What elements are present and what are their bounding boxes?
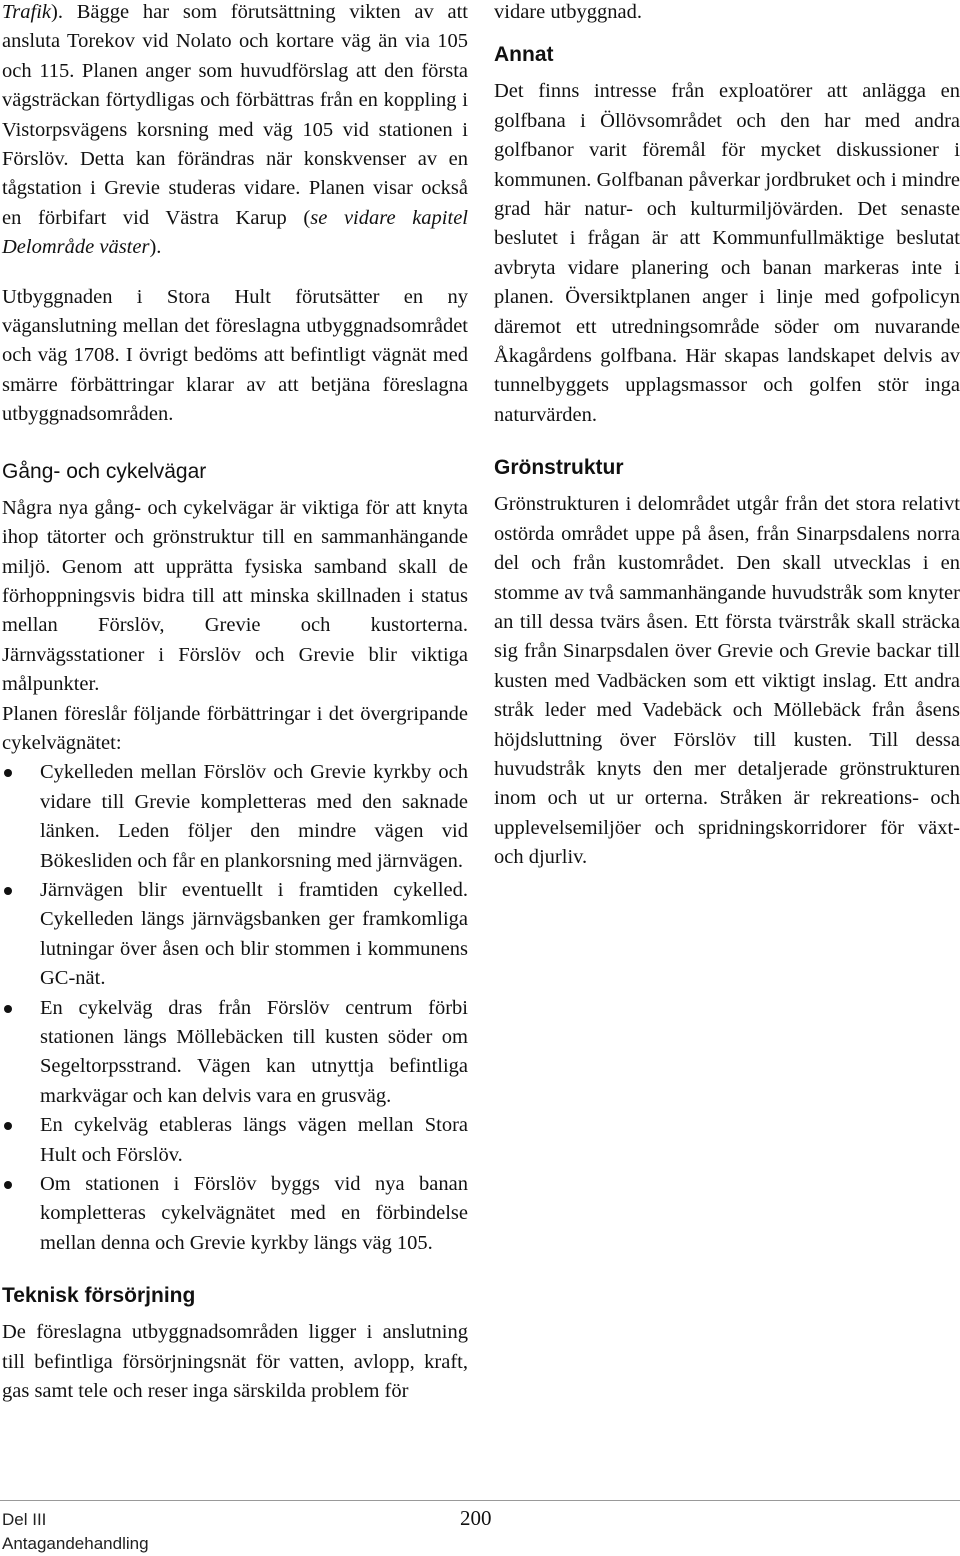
bullet-list-cykelvagar [2,758,468,1258]
bullet-icon [4,1181,12,1189]
heading-annat: Annat [494,43,554,67]
list-item [2,758,468,876]
heading-gronstruktur: Grönstruktur [494,456,624,480]
paragraph-trafik [2,0,468,263]
footer-divider [0,1500,960,1501]
paragraph-trafik-end: ). [149,236,162,259]
page-number: 200 [460,1506,492,1530]
list-item-text: Om stationen i Förslöv byggs vid nya banan kompletteras cykelvägnätet med en förbindelse mellan denna och Grevie kyrkby längs väg 105. [40,1173,468,1254]
paragraph-gronstruktur: Grönstrukturen i delområdet utgår från det stora relativt ostörda området uppe på åsen, från Sinarpsdalens norra del och från kustområdet. Den skall utvecklas i en stomme av två sammanhängande huvudstråk som knyter an till dessa tvärs åsen. Ett första tvärstråk skall sträcka sig från Sinarpsdalen över Grevie och Grevie backar till kusten med Vadbäcken som ett viktigt inslag. Ett andra stråk leder med Vadebäck och Möllebäck från åsens höjdsluttning över Förslöv till kusten. Till dessa huvudstråk knyts den mer detaljerade grönstrukturen inom och ut ur orterna. Stråken är rekreations- och upplevelsemiljöer och spridningskorridorer för växt- och djurliv. [494,493,960,869]
list-item [2,876,468,994]
paragraph-trafik-text: ). Bägge har som förutsättning vikten av att ansluta Torekov vid Nolato och kortare väg än via 105 och 115. Planen anger som huvudförslag att den första vägsträckan förtydligas och förbättras från en koppling i Vistorpsvägens korsning med väg 105 vid stationen i Förslöv. Detta kan förändras när konskvenser av en tågstation i Grevie studeras vidare. Planen visar också en förbifart vid Västra Karup ( [2,1,468,229]
list-item-text: En cykelväg dras från Förslöv centrum förbi stationen längs Möllebäcken till kusten söder om Segeltorpsstrand. Vägen kan utnyttja befintliga markvägar och kan delvis vara en grusväg. [40,996,468,1107]
list-item-text: Cykelleden mellan Förslöv och Grevie kyrkby och vidare till Grevie kompletteras med den saknade länken. Leden följer den mindre vägen vid Bökesliden och får en plankorsning med järnvägen. [40,761,468,872]
bullet-icon [4,769,12,777]
list-item-text: En cykelväg etableras längs vägen mellan Stora Hult och Förslöv. [40,1114,468,1166]
italic-trafik: Trafik [2,1,51,23]
list-item [2,1170,468,1258]
right-column [494,0,960,873]
bullet-icon [4,1122,12,1130]
bullet-icon [4,887,12,895]
list-item [2,994,468,1112]
paragraph-gang-cykel: Några nya gång- och cykelvägar är viktiga för att knyta ihop tätorter och grönstruktur till en sammanhängande miljö. Genom att upprätta fysiska samband skall de förhoppningsvis bidra till att minska skillnaden i status mellan Förslöv, Grevie och kustorterna. Järnvägsstationer i Förslöv och Grevie blir viktiga målpunkter. [2,496,468,696]
footer-info [2,1508,149,1556]
paragraph-continuation: vidare utbyggnad. [494,1,643,23]
left-column [2,0,468,1406]
heading-teknisk-forsorjning: Teknisk försörjning [2,1284,196,1308]
footer-document: Antagandehandling [2,1534,149,1553]
paragraph-forbattringar: Planen föreslår följande förbättringar i det övergripande cykelvägnätet: [2,702,468,754]
paragraph-stora-hult: Utbyggnaden i Stora Hult förutsätter en ny väganslutning mellan det föreslagna utbyggnadsområdet och väg 1708. I övrigt bedöms att befintligt vägnät med smärre förbättringar klarar av att betjäna föreslagna utbyggnadsområden. [2,285,468,426]
list-item [2,1111,468,1170]
footer-part: Del III [2,1510,47,1529]
paragraph-annat: Det finns intresse från exploatörer att anlägga en golfbana i Öllövsområdet och den har med andra golfbanor varit föremål för mycket diskussioner i kommunen. Golfbanan påverkar jordbruket och i mindre grad här natur- och kulturmiljövärden. Det senaste beslutet i frågan är att Kommunfullmäktige beslutat avbryta vidare planering och banan markeras inte i planen. Översiktplanen anger i linje med gofpolicyn däremot ett utredningsområde söder om nuvarande Åkagårdens golfbana. Här skapas landskapet delvis av tunnelbyggets upplagsmassor och golfen stör inga naturvärden. [494,80,960,426]
bullet-icon [4,1005,12,1013]
italic-reference: se vidare kapitel Delområde väster [2,206,468,259]
paragraph-teknisk: De föreslagna utbyggnadsområden ligger i anslutning till befintliga försörjningsnät för vatten, avlopp, kraft, gas samt tele och reser inga särskilda problem för [2,1321,468,1403]
heading-gang-cykelvagar: Gång- och cykelvägar [2,459,207,483]
list-item-text: Järnvägen blir eventuellt i framtiden cykelled. Cykelleden längs järnvägsbanken ger framkomliga lutningar över åsen och blir stommen i kommunens GC-nät. [40,878,468,990]
